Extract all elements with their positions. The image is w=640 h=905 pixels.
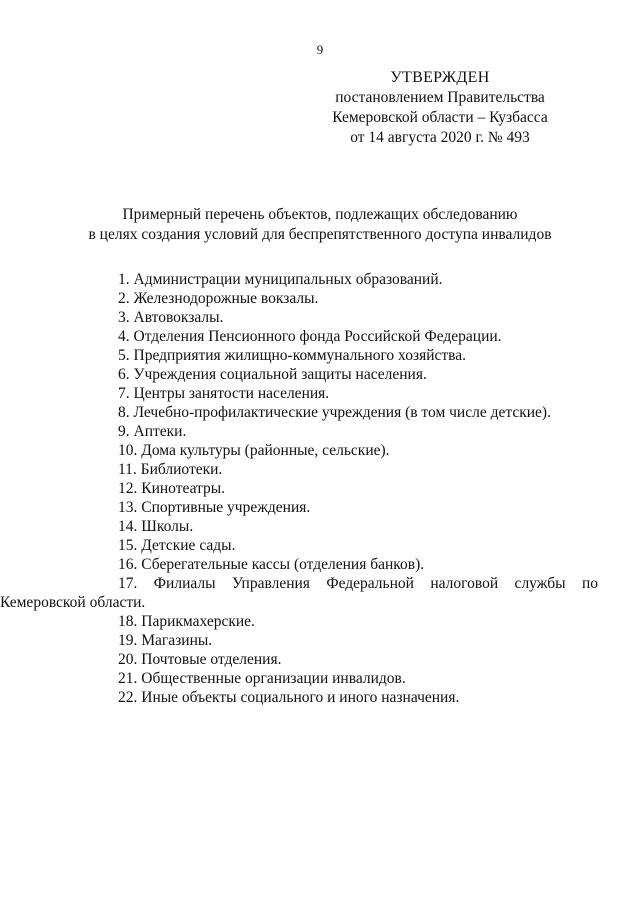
list-item: 6. Учреждения социальной защиты населения. bbox=[118, 366, 427, 383]
title-line-1: Примерный перечень объектов, подлежащих обследованию bbox=[122, 206, 518, 223]
list-item: 9. Аптеки. bbox=[118, 423, 187, 440]
list-item: 21. Общественные организации инвалидов. bbox=[118, 670, 406, 687]
list-item: 15. Детские сады. bbox=[118, 537, 236, 554]
approval-line-1: постановлением Правительства bbox=[335, 89, 545, 106]
list-item: 12. Кинотеатры. bbox=[118, 480, 226, 497]
list-item: 13. Спортивные учреждения. bbox=[118, 499, 311, 516]
title-line-2: в целях создания условий для беспрепятственного доступа инвалидов bbox=[88, 226, 552, 243]
list-item-17 bbox=[0, 574, 598, 612]
list-item: 20. Почтовые отделения. bbox=[118, 651, 282, 668]
document-title bbox=[0, 205, 640, 245]
list-item: 18. Парикмахерские. bbox=[118, 613, 255, 630]
list-item: 22. Иные объекты социального и иного назначения. bbox=[118, 689, 460, 706]
approval-line-2: Кемеровской области – Кузбасса bbox=[332, 109, 548, 126]
list-item-17-line-1: 17. Филиалы Управления Федеральной налоговой службы по bbox=[118, 575, 598, 592]
list-item: 11. Библиотеки. bbox=[118, 461, 223, 478]
page-number: 9 bbox=[316, 42, 324, 57]
objects-list bbox=[0, 270, 598, 707]
list-item: 8. Лечебно-профилактические учреждения (в том числе детские). bbox=[118, 404, 551, 421]
list-item: 1. Администрации муниципальных образований. bbox=[118, 271, 443, 288]
list-item: 14. Школы. bbox=[118, 518, 194, 535]
list-item: 16. Сберегательные кассы (отделения банков). bbox=[118, 556, 425, 573]
list-item: 3. Автовокзалы. bbox=[118, 309, 224, 326]
list-item: 5. Предприятия жилищно-коммунального хозяйства. bbox=[118, 347, 467, 364]
list-item: 19. Магазины. bbox=[118, 632, 213, 649]
approval-stamp bbox=[280, 68, 600, 148]
approval-line-3: от 14 августа 2020 г. № 493 bbox=[350, 129, 530, 146]
list-item: 10. Дома культуры (районные, сельские). bbox=[118, 442, 390, 459]
approval-heading: УТВЕРЖДЕН bbox=[390, 69, 490, 86]
list-item: 4. Отделения Пенсионного фонда Российской Федерации. bbox=[118, 328, 502, 345]
list-item: 2. Железнодорожные вокзалы. bbox=[118, 290, 319, 307]
list-item-17-line-2: Кемеровской области. bbox=[0, 594, 146, 611]
list-item: 7. Центры занятости населения. bbox=[118, 385, 330, 402]
